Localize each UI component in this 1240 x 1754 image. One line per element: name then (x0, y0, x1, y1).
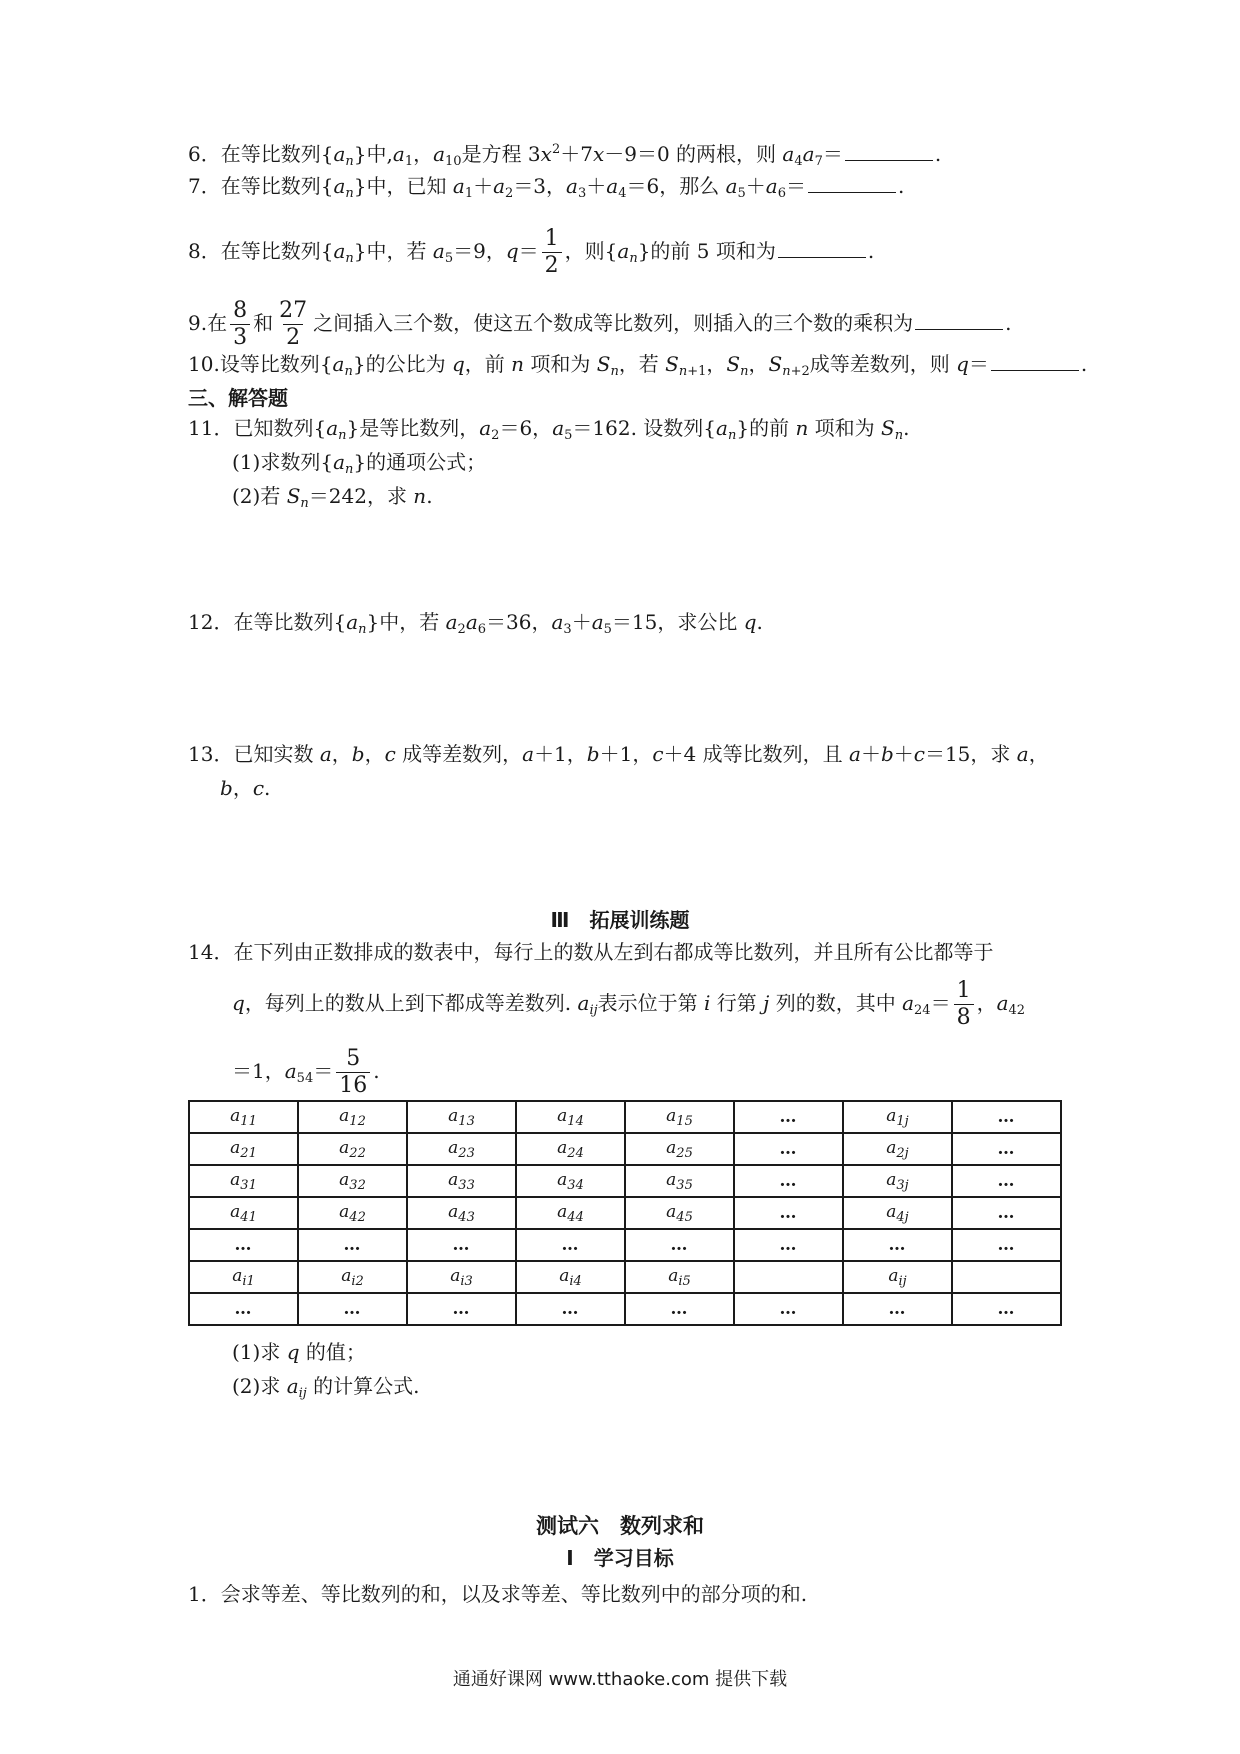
fraction: $\frac{27}{2}$ (279, 298, 308, 350)
table-cell: $a_{i3}$ (407, 1261, 516, 1293)
problem-14: 14．在下列由正数排成的数表中，每行上的数从左到右都成等比数列，并且所有公比都等于 (188, 940, 994, 964)
problem-11: 11．已知数列$\{a_n\}$是等比数列，$a_2=6$，$a_5=162$. 设数列$\{a_n\}$的前 n 项和为 $S_n$. (188, 416, 910, 443)
table-cell: $a_{22}$ (298, 1133, 407, 1165)
table-cell: $a_{33}$ (407, 1165, 516, 1197)
table-cell: $a_{i2}$ (298, 1261, 407, 1293)
page-footer: 通通好课网 www.tthaoke.com 提供下载 (452, 1669, 788, 1690)
table-cell: … (952, 1293, 1061, 1325)
section-heading: 三、解答题 (188, 386, 288, 410)
table-cell: … (734, 1133, 843, 1165)
table-cell: … (843, 1229, 952, 1261)
table-cell: $a_{31}$ (189, 1165, 298, 1197)
problem-11-part-1: (1)求数列$\{a_n\}$的通项公式； (232, 450, 487, 477)
problem-13: 13．已知实数 a，b，c 成等差数列，a＋1，b＋1，c＋4 成等比数列，且 a＋b＋c＝15，求 a， (188, 742, 1049, 766)
table-row (189, 1101, 1061, 1133)
table-cell: … (625, 1229, 734, 1261)
table-cell: $a_{i5}$ (625, 1261, 734, 1293)
table-cell: … (952, 1101, 1061, 1133)
table-cell (952, 1261, 1061, 1293)
test-six-title: 测试六 数列求和 (536, 1514, 704, 1538)
problem-12: 12．在等比数列$\{a_n\}$中，若 $a_2a_6=36$，$a_3+a_5=15$，求公比 q. (188, 610, 763, 637)
table-cell: … (516, 1229, 625, 1261)
table-cell: … (407, 1229, 516, 1261)
table-cell: $a_{23}$ (407, 1133, 516, 1165)
table-cell: … (298, 1293, 407, 1325)
table-row (189, 1133, 1061, 1165)
table-cell: … (952, 1197, 1061, 1229)
table-cell: $a_{4j}$ (843, 1197, 952, 1229)
answer-blank (808, 174, 896, 193)
table-row (189, 1293, 1061, 1325)
section-heading-3: Ⅲ 拓展训练题 (550, 908, 690, 932)
table-cell: $a_{43}$ (407, 1197, 516, 1229)
table-cell: $a_{41}$ (189, 1197, 298, 1229)
fraction: $\frac{1}{8}$ (954, 978, 974, 1031)
table-cell: $a_{34}$ (516, 1165, 625, 1197)
problem-11-part-2: (2)若 $S_n=242$，求 n. (232, 484, 433, 511)
table-cell: $a_{14}$ (516, 1101, 625, 1133)
fraction: $\frac{5}{16}$ (336, 1046, 370, 1099)
table-cell: … (189, 1293, 298, 1325)
table-cell: … (734, 1293, 843, 1325)
problem-14-line-3: ＝1，$a_{54}=$ $\frac{5}{16}$ . (232, 1046, 380, 1098)
table-cell: $a_{11}$ (189, 1101, 298, 1133)
table-cell: $a_{24}$ (516, 1133, 625, 1165)
table-cell: $a_{1j}$ (843, 1101, 952, 1133)
fraction: $\frac{1}{2}$ (542, 226, 562, 279)
table-row (189, 1165, 1061, 1197)
problem-14-line-2: q，每列上的数从上到下都成等差数列. $a_{ij}$表示位于第 i 行第 j 列的数，其中 $a_{24}=$ $\frac{1}{8}$ ，$a_{42}$ (232, 978, 1026, 1030)
fraction: $\frac{8}{3}$ (230, 298, 250, 351)
problem-13-line-2: b，c. (220, 776, 271, 800)
table-cell: $a_{32}$ (298, 1165, 407, 1197)
learning-goal-1: 1．会求等差、等比数列的和，以及求等差、等比数列中的部分项的和. (188, 1582, 808, 1606)
table-cell: $a_{44}$ (516, 1197, 625, 1229)
table-row (189, 1229, 1061, 1261)
table-cell: $a_{42}$ (298, 1197, 407, 1229)
table-cell: $a_{35}$ (625, 1165, 734, 1197)
table-cell: … (734, 1101, 843, 1133)
problem-6: 6．在等比数列$\{a_n\}$中$,a_1$，$a_{10}$是方程 $3x^2+7x-9=0$ 的两根，则 $a_4a_7=$ . (188, 142, 942, 169)
table-cell: $a_{ij}$ (843, 1261, 952, 1293)
table-cell: $a_{i1}$ (189, 1261, 298, 1293)
answer-blank (915, 311, 1003, 330)
table-cell: … (952, 1133, 1061, 1165)
answer-blank (845, 142, 933, 161)
answer-blank (778, 239, 866, 258)
table-cell: … (189, 1229, 298, 1261)
table-cell: $a_{i4}$ (516, 1261, 625, 1293)
problem-10: 10.设等比数列$\{a_n\}$的公比为 q，前 n 项和为 $S_n$，若 $S_{n+1}$，$S_n$，$S_{n+2}$成等差数列，则 q＝ . (188, 352, 1088, 379)
table-cell: … (734, 1165, 843, 1197)
table-row (189, 1261, 1061, 1293)
table-cell (734, 1261, 843, 1293)
table-cell: … (734, 1229, 843, 1261)
table-cell: $a_{45}$ (625, 1197, 734, 1229)
table-cell: … (843, 1293, 952, 1325)
table-cell: … (516, 1293, 625, 1325)
table-cell: … (298, 1229, 407, 1261)
number-table (188, 1100, 1062, 1326)
problem-14-part-1: (1)求 q 的值； (232, 1340, 366, 1364)
table-cell: $a_{2j}$ (843, 1133, 952, 1165)
table-cell: $a_{3j}$ (843, 1165, 952, 1197)
problem-14-part-2: (2)求 $a_{ij}$ 的计算公式. (232, 1374, 420, 1401)
problem-7: 7．在等比数列$\{a_n\}$中，已知 $a_1+a_2=3$，$a_3+a_4=6$，那么 $a_5+a_6=$ . (188, 174, 905, 201)
problem-8: 8．在等比数列$\{a_n\}$中，若 $a_5=9$，q＝ $\frac{1}{2}$ ，则$\{a_n\}$的前 5 项和为 . (188, 226, 875, 278)
table-cell: … (952, 1229, 1061, 1261)
table-cell: $a_{15}$ (625, 1101, 734, 1133)
problem-9: 9.在 $\frac{8}{3}$ 和 $\frac{27}{2}$ 之间插入三个数，使这五个数成等比数列，则插入的三个数的乘积为 . (188, 298, 1012, 350)
table-cell: … (952, 1165, 1061, 1197)
learning-goals-heading: Ⅰ 学习目标 (566, 1546, 674, 1570)
table-cell: $a_{12}$ (298, 1101, 407, 1133)
table-row (189, 1197, 1061, 1229)
table-cell: $a_{13}$ (407, 1101, 516, 1133)
table-cell: … (407, 1293, 516, 1325)
table-cell: … (734, 1197, 843, 1229)
answer-blank (991, 352, 1079, 371)
table-cell: $a_{21}$ (189, 1133, 298, 1165)
table-cell: … (625, 1293, 734, 1325)
table-cell: $a_{25}$ (625, 1133, 734, 1165)
